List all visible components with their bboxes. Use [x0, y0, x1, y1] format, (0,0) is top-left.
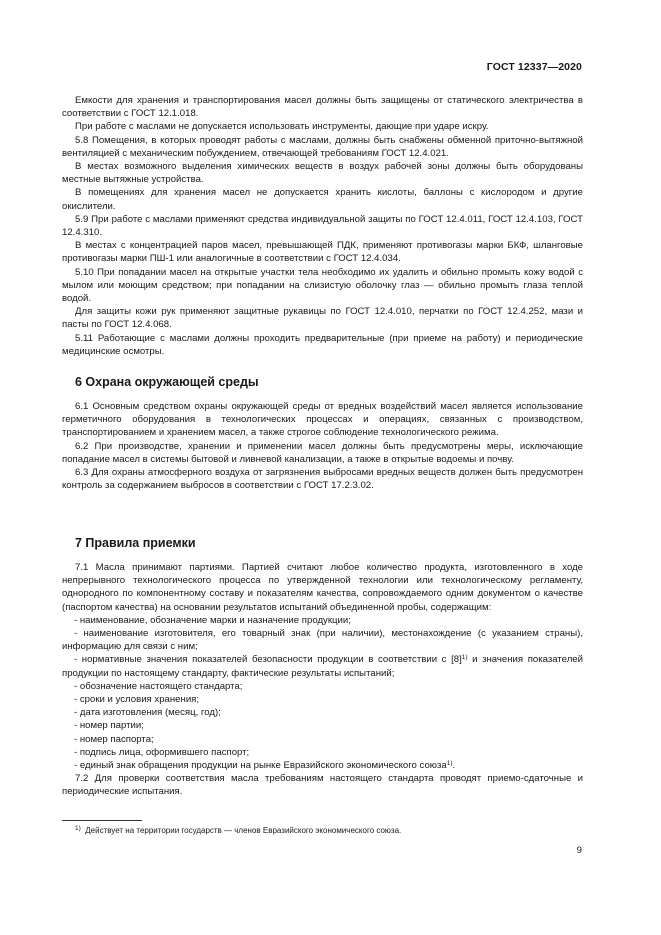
paragraph: В помещениях для хранения масел не допускается хранить кислоты, баллоны с кислородом и другие окислители. — [62, 187, 583, 212]
paragraph: 5.9 При работе с маслами применяют средства индивидуальной защиты по ГОСТ 12.4.011, ГОСТ 12.4.103, ГОСТ 12.4.310. — [62, 213, 583, 239]
section7-title: 7 Правила приемки — [75, 536, 196, 550]
paragraph: 6.3 Для охраны атмосферного воздуха от загрязнения выбросами вредных веществ должен быть предусмотрен контроль за содержанием выбросов в соответствии с ГОСТ 17.2.3.02. — [62, 467, 583, 492]
section6-title: 6 Охрана окружающей среды — [75, 375, 259, 389]
list-item-text: . — [452, 760, 456, 772]
list-item-text: и значения показателей продукции по настоящему стандарту, фактические результаты испытаний; — [62, 654, 583, 679]
section7-body — [62, 561, 583, 799]
list-item: - наименование, обозначение марки и назначение продукции; — [74, 614, 351, 626]
list-item: - обозначение настоящего стандарта; — [74, 680, 243, 692]
section6 — [62, 376, 583, 389]
paragraph: 5.10 При попадании масел на открытые участки тела необходимо их удалить и обильно промыть кожу водой с мылом или моющим средством; при попадании на слизистую оболочку глаз — обильно промыть глаза теплой водой. — [62, 266, 583, 305]
page-number: 9 — [576, 845, 582, 856]
paragraph: Для защиты кожи рук применяют защитные рукавицы по ГОСТ 12.4.010, перчатки по ГОСТ 12.4.252, мази и пасты по ГОСТ 12.4.068. — [62, 306, 583, 331]
footnote — [75, 826, 401, 835]
list-item: - дата изготовления (месяц, год); — [74, 707, 221, 719]
paragraph: 5.11 Работающие с маслами должны проходить предварительные (при приеме на работу) и периодические медицинские осмотры. — [62, 332, 583, 357]
list-item-text: - нормативные значения показателей безопасности продукции в соответствии с [8] — [74, 654, 462, 666]
paragraph: При работе с маслами не допускается использовать инструменты, дающие при ударе искру. — [75, 121, 489, 133]
section5-continuation — [62, 94, 583, 358]
list-item: - номер паспорта; — [74, 733, 154, 745]
paragraph: 6.2 При производстве, хранении и применении масел должны быть предусмотрены меры, исключающие попадание масел в системы бытовой и ливневой канализации, а также в открытые водоемы и почву. — [62, 440, 583, 465]
section6-body — [62, 400, 583, 492]
paragraph: В местах с концентрацией паров масел, превышающей ПДК, применяют противогазы марки БКФ, шланговые противогазы марки ПШ-1 или аналогичные в соответствии с ГОСТ 12.4.034. — [62, 240, 583, 265]
paragraph: В местах возможного выделения химических веществ в воздух рабочей зоны должны быть оборудованы местные вытяжные устройства. — [62, 161, 583, 186]
list-item: - сроки и условия хранения; — [74, 694, 200, 706]
list-item — [62, 759, 583, 772]
paragraph: 5.8 Помещения, в которых проводят работы с маслами, должны быть снабжены обменной приточно-вытяжной вентиляцией с механическим побуждением, отвечающей требованиям ГОСТ 12.4.021. — [62, 134, 583, 159]
list-item: - номер партии; — [74, 720, 144, 732]
paragraph: Емкости для хранения и транспортирования масел должны быть защищены от статического электричества в соответствии с ГОСТ 12.1.018. — [62, 95, 583, 120]
footnote-mark: 1) — [75, 825, 81, 832]
footnote-text: Действует на территории государств — членов Евразийского экономического союза. — [85, 826, 402, 835]
list-item — [62, 653, 583, 679]
paragraph: 7.1 Масла принимают партиями. Партией считают любое количество продукта, изготовленного в ходе непрерывного технологического процесса по утвержденной технологии или технологическому регламенту, однородного по компонентному составу и показателям качества, сопровождаемого одним документом о качестве (паспортом качества) на основании результатов испытаний объединенной пробы, содержащим: — [62, 562, 583, 613]
section7 — [62, 537, 583, 550]
footnote-divider — [62, 820, 142, 821]
document-header: ГОСТ 12337—2020 — [486, 61, 582, 73]
list-item: - подпись лица, оформившего паспорт; — [74, 746, 250, 758]
footnote-ref: 1) — [446, 760, 453, 768]
list-item: - наименование изготовителя, его товарный знак (при наличии), местонахождение (с указанием страны), информацию для связи с ним; — [62, 628, 583, 653]
list-item-text: - единый знак обращения продукции на рынке Евразийского экономического союза — [74, 760, 447, 772]
footnote-ref: 1) — [461, 654, 468, 662]
paragraph: 6.1 Основным средством охраны окружающей среды от вредных воздействий масел является использование герметичного оборудования в технологических процессах и операциях, связанных с производством, транспортированием и хранением масел, а также строгое соблюдение технологического режима. — [62, 401, 583, 439]
paragraph: 7.2 Для проверки соответствия масла требованиям настоящего стандарта проводят приемо-сдаточные и периодические испытания. — [62, 773, 583, 798]
